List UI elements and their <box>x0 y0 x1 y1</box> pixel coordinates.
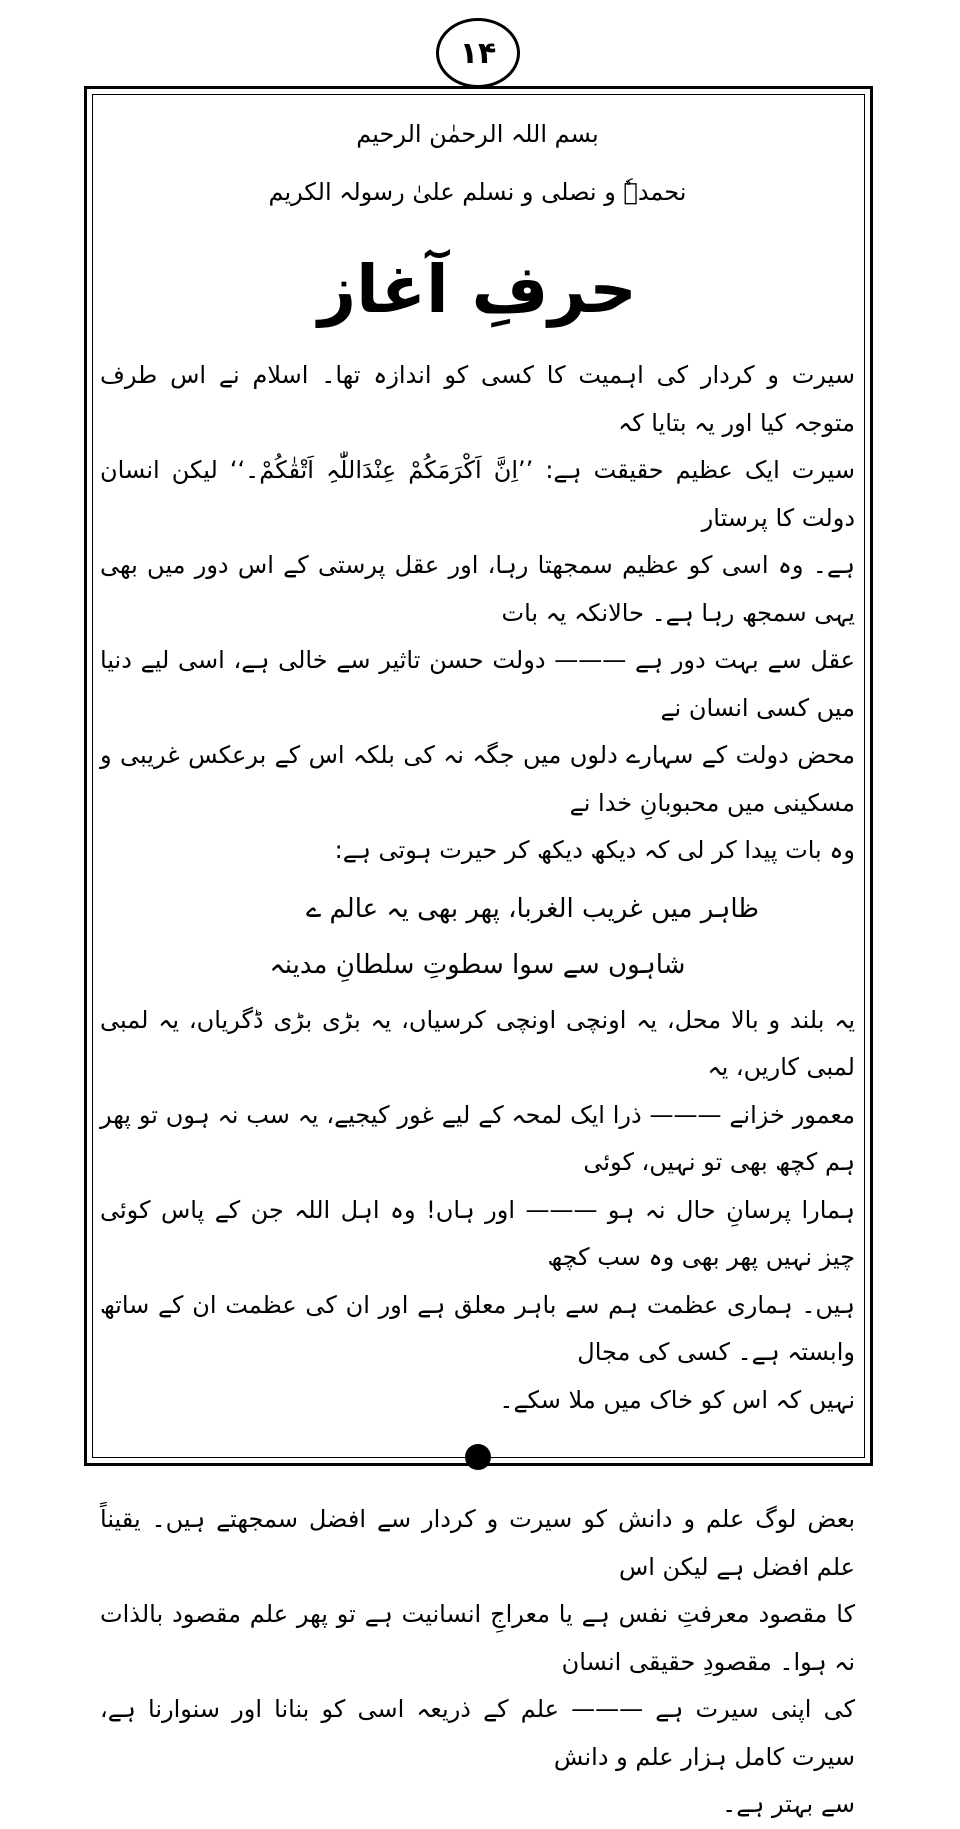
paragraph-2 <box>100 997 855 1425</box>
paragraph-line: وہ بات پیدا کر لی کہ دیکھ دیکھ کر حیرت ہوتی ہے: <box>334 836 855 864</box>
paragraph-line: ہمارا پرسانِ حال نہ ہو ——— اور ہاں! وہ اہل اللہ جن کے پاس کوئی چیز نہیں پھر بھی وہ سب کچھ <box>100 1195 855 1271</box>
paragraph-line: کا مقصود معرفتِ نفس ہے یا معراجِ انسانیت ہے تو پھر علم مقصود بالذات نہ ہوا۔ مقصودِ حقیقی انسان <box>100 1600 855 1676</box>
page-title: حرفِ آغاز <box>318 251 637 328</box>
paragraph-1 <box>100 352 855 875</box>
poem-verse-2: شاہوں سے سوا سطوتِ سلطانِ مدینہ <box>269 949 686 980</box>
paragraph-line: سیرت ایک عظیم حقیقت ہے: ’’اِنَّ اَکْرَمَکُمْ عِنْدَاللّٰہِ اَتْقٰکُمْ۔‘‘ لیکن انسان دولت کا پرستار <box>100 456 855 532</box>
verse-marker: ے <box>306 893 322 924</box>
page-number <box>436 18 520 88</box>
salutation: نحمدہٗ و نصلی و نسلم علیٰ رسولہ الکریم <box>268 178 687 206</box>
paragraph-line: کی اپنی سیرت ہے ——— علم کے ذریعہ اسی کو بنانا اور سنوارنا ہے، سیرت کامل ہزار علم و دانش <box>100 1695 855 1771</box>
section-separator-dot <box>465 1444 491 1470</box>
paragraph-line: ہے۔ وہ اسی کو عظیم سمجھتا رہا، اور عقل پرستی کے اس دور میں بھی یہی سمجھ رہا ہے۔ حالانکہ یہ بات <box>100 551 855 627</box>
basmala: بسم اللہ الرحمٰن الرحیم <box>356 120 599 148</box>
paragraph-line: محض دولت کے سہارے دلوں میں جگہ نہ کی بلکہ اس کے برعکس غریبی و مسکینی میں محبوبانِ خدا نے <box>100 741 855 817</box>
paragraph-3 <box>100 1496 855 1829</box>
paragraph-line: نہیں کہ اس کو خاک میں ملا سکے۔ <box>499 1385 855 1414</box>
paragraph-line: عقل سے بہت دور ہے ——— دولت حسن تاثیر سے خالی ہے، اسی لیے دنیا میں کسی انسان نے <box>100 646 855 722</box>
page-number-text: ۱۴ <box>459 35 497 71</box>
paragraph-line: یہ بلند و بالا محل، یہ اونچی اونچی کرسیاں، یہ بڑی بڑی ڈگریاں، یہ لمبی لمبی کاریں، یہ <box>100 1005 855 1081</box>
poem-verse-1 <box>100 881 855 937</box>
paragraph-line: ہیں۔ ہماری عظمت ہم سے باہر معلق ہے اور ان کی عظمت ان کے ساتھ وابستہ ہے۔ کسی کی مجال <box>100 1290 855 1366</box>
paragraph-line: سیرت و کردار کی اہمیت کا کسی کو اندازہ تھا۔ اسلام نے اس طرف متوجہ کیا اور یہ بتایا کہ <box>100 361 855 437</box>
poem <box>100 881 855 993</box>
paragraph-line: بعض لوگ علم و دانش کو سیرت و کردار سے افضل سمجھتے ہیں۔ یقیناً علم افضل ہے لیکن اس <box>100 1505 855 1581</box>
page-content <box>100 100 855 1829</box>
verse-text: ظاہر میں غریب الغربا، پھر بھی یہ عالم <box>329 893 759 924</box>
paragraph-line: معمور خزانے ——— ذرا ایک لمحہ کے لیے غور کیجیے، یہ سب نہ ہوں تو پھر ہم کچھ بھی تو نہیں، کوئی <box>100 1100 855 1176</box>
paragraph-line: سے بہتر ہے۔ <box>722 1790 855 1818</box>
